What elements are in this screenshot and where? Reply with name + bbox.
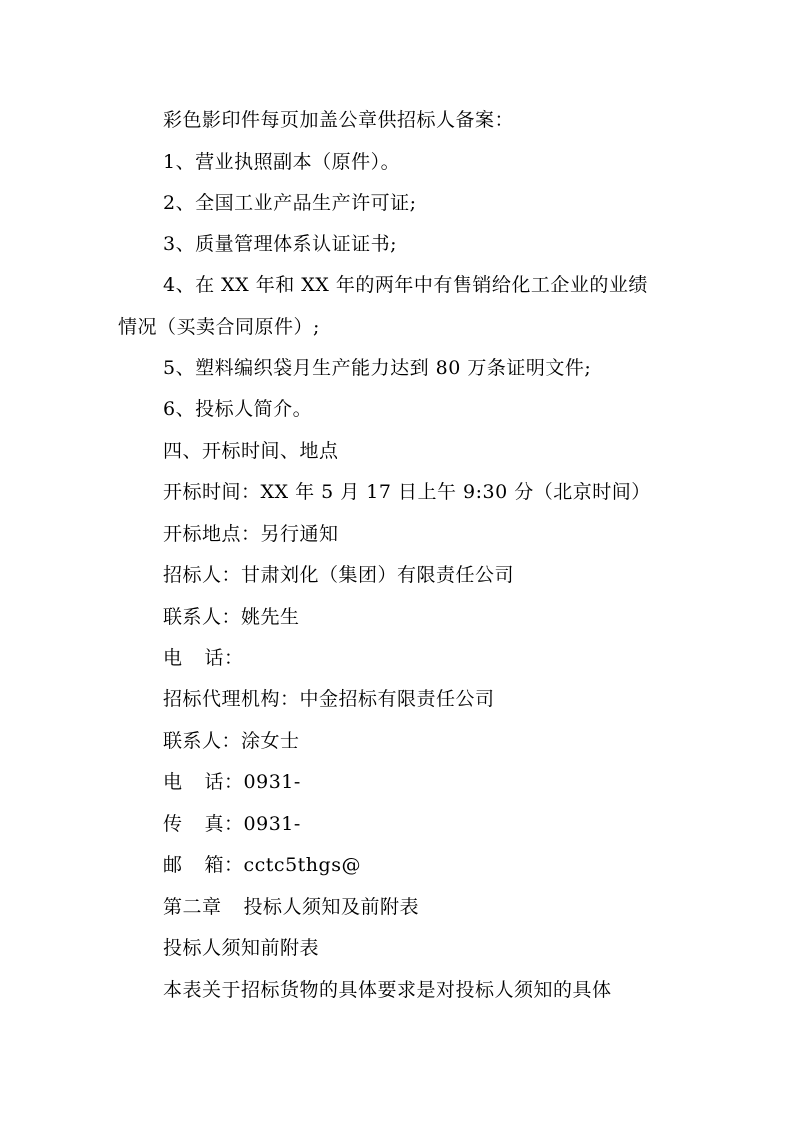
- section-heading: 四、开标时间、地点: [163, 440, 339, 462]
- phone-line: [163, 770, 301, 794]
- fax-line: [163, 812, 301, 836]
- mail-line: [163, 853, 361, 877]
- table-title: 投标人须知前附表: [163, 937, 320, 959]
- list-item: 3、质量管理体系认证证书;: [163, 233, 397, 255]
- opening-time: 开标时间：XX 年 5 月 17 日上午 9:30 分（北京时间）: [163, 481, 651, 503]
- list-item: 4、在 XX 年和 XX 年的两年中有售销给化工企业的业绩: [163, 274, 648, 296]
- list-item-continuation: 情况（买卖合同原件）;: [118, 316, 320, 338]
- chapter-heading: [163, 895, 419, 919]
- phone-label-char: 电: [163, 647, 183, 669]
- phone-label-rest: 话：: [204, 647, 244, 669]
- contact-person: 联系人：姚先生: [163, 606, 300, 628]
- list-item: 5、塑料编织袋月生产能力达到 80 万条证明文件;: [163, 357, 592, 379]
- mail-value: 箱：cctc5thgs@: [204, 854, 361, 876]
- fax-value: 真：0931-: [204, 813, 301, 835]
- opening-place: 开标地点：另行通知: [163, 523, 339, 545]
- body-text: 本表关于招标货物的具体要求是对投标人须知的具体: [163, 979, 612, 1001]
- mail-label-char: 邮: [163, 854, 183, 876]
- chapter-title: 投标人须知及前附表: [243, 896, 420, 918]
- list-item: 2、全国工业产品生产许可证;: [163, 192, 417, 214]
- agency: 招标代理机构：中金招标有限责任公司: [163, 688, 495, 710]
- list-item: 1、营业执照副本（原件）。: [163, 151, 401, 173]
- phone-line: [163, 646, 244, 670]
- intro-text: 彩色影印件每页加盖公章供招标人备案：: [163, 109, 515, 131]
- fax-label-char: 传: [163, 813, 183, 835]
- tenderer: 招标人：甘肃刘化（集团）有限责任公司: [163, 564, 515, 586]
- contact-person: 联系人：涂女士: [163, 730, 300, 752]
- chapter-number: 第二章: [163, 896, 222, 918]
- list-item: 6、投标人简介。: [163, 398, 313, 420]
- phone-value: 话：0931-: [204, 771, 301, 793]
- phone-label-char: 电: [163, 771, 183, 793]
